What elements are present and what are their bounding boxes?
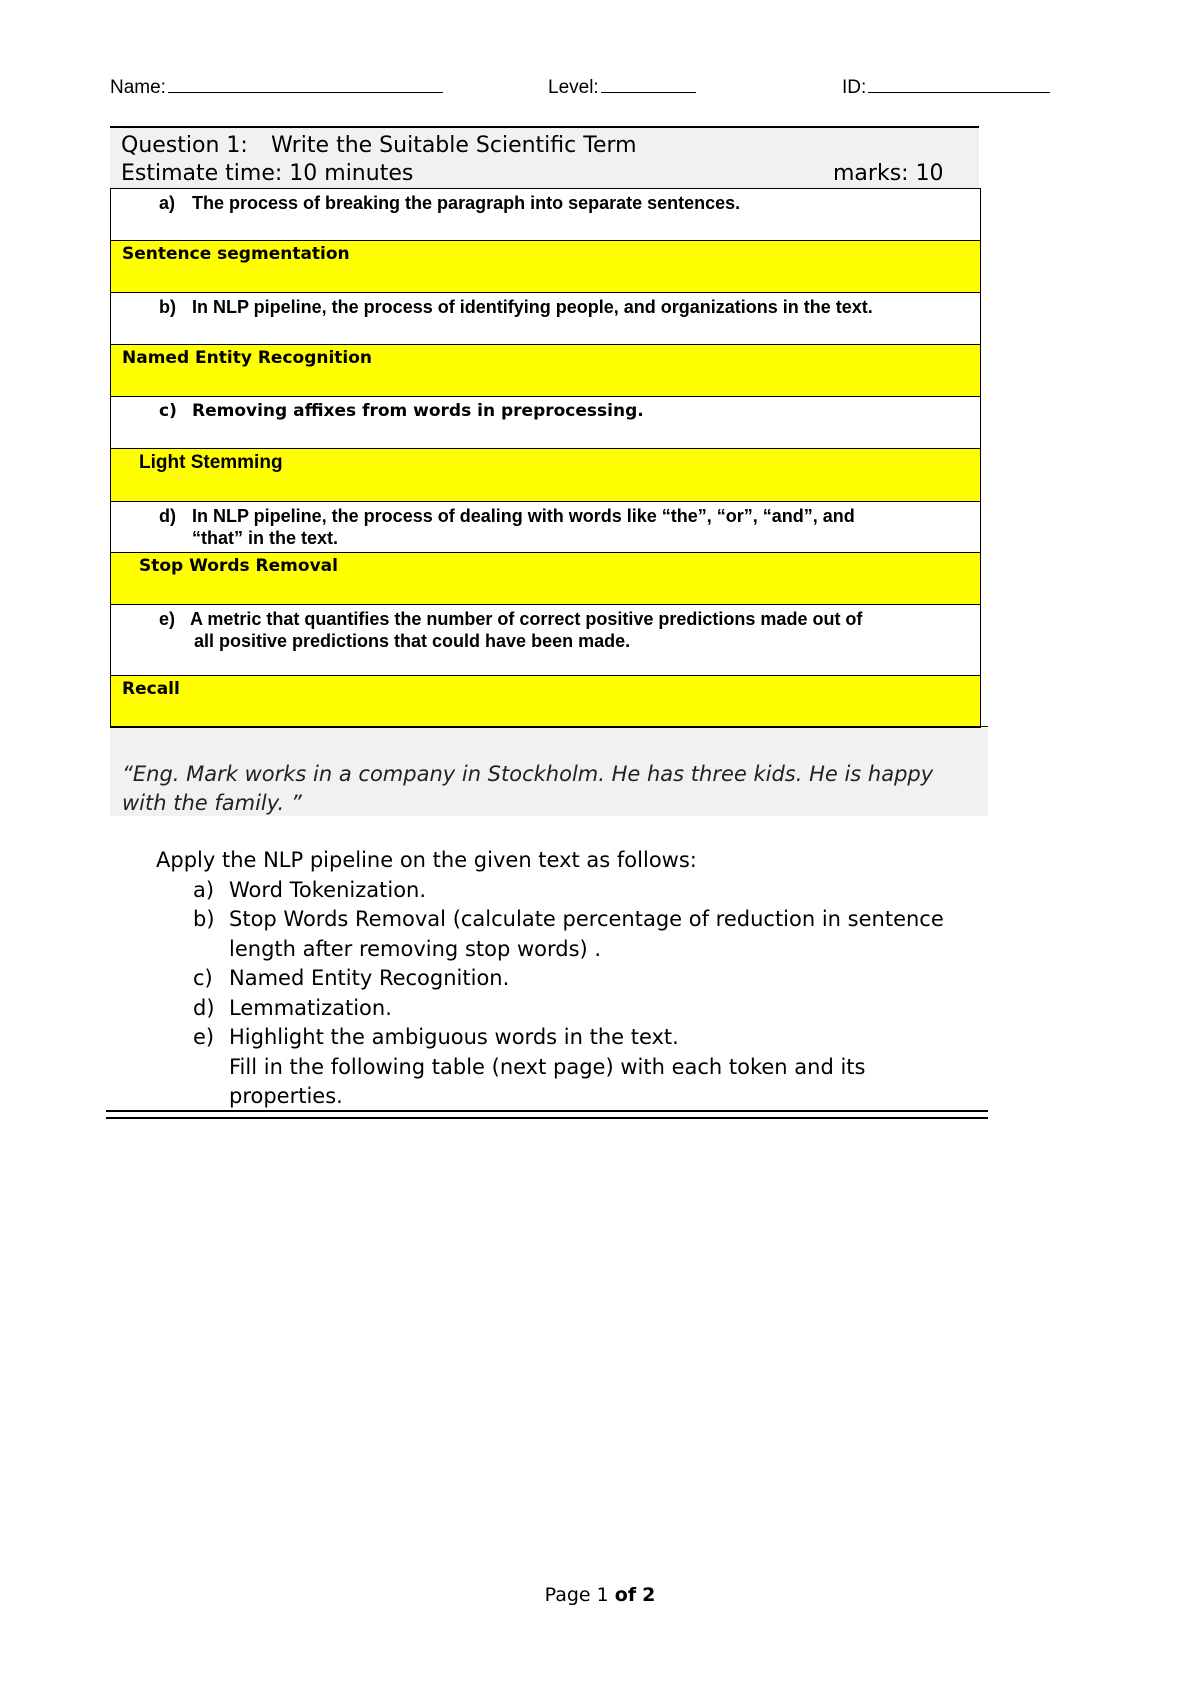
page-footer bbox=[0, 1584, 1200, 1606]
question-text: a) The process of breaking the paragraph into separate sentences. bbox=[159, 193, 741, 213]
instruction-step: b) Stop Words Removal (calculate percentage of reduction in sentence bbox=[193, 907, 944, 931]
marks: marks: 10 bbox=[833, 161, 944, 186]
section-divider bbox=[106, 1110, 988, 1119]
question-title: Write the Suitable Scientific Term bbox=[271, 133, 637, 158]
answer-row-e[interactable] bbox=[111, 676, 980, 728]
question-row-c bbox=[111, 397, 980, 449]
question-row-e bbox=[111, 605, 980, 676]
answer-text: Sentence segmentation bbox=[122, 244, 350, 264]
question-row-b bbox=[111, 293, 980, 345]
answer-row-b[interactable] bbox=[111, 345, 980, 397]
name-field[interactable] bbox=[110, 74, 443, 99]
answer-row-a[interactable] bbox=[111, 241, 980, 293]
table-corner-rule bbox=[978, 726, 988, 727]
question-table bbox=[110, 188, 981, 729]
answer-text: Stop Words Removal bbox=[139, 556, 338, 576]
level-label: Level: bbox=[548, 77, 599, 98]
instructions-intro: Apply the NLP pipeline on the given text as follows: bbox=[156, 848, 697, 872]
question-text: c) Removing affixes from words in preprocessing. bbox=[159, 401, 644, 421]
page-current: 1 bbox=[596, 1584, 609, 1606]
id-field[interactable] bbox=[842, 74, 1050, 99]
answer-text: Light Stemming bbox=[139, 452, 283, 473]
instruction-step: e) Highlight the ambiguous words in the text. bbox=[193, 1025, 679, 1049]
question-header bbox=[110, 126, 979, 190]
question-row-d bbox=[111, 502, 980, 553]
instruction-step: d) Lemmatization. bbox=[193, 995, 392, 1020]
instruction-step: a) Word Tokenization. bbox=[193, 877, 427, 902]
quote-box bbox=[110, 728, 988, 816]
question-text: d) In NLP pipeline, the process of dealing with words like “the”, “or”, “and”, and “that” in the text. bbox=[159, 506, 855, 548]
instructions bbox=[156, 846, 976, 1112]
page-word: Page bbox=[544, 1584, 591, 1606]
estimate-time: Estimate time: 10 minutes bbox=[121, 161, 414, 186]
level-field[interactable] bbox=[548, 74, 696, 99]
id-blank[interactable] bbox=[868, 74, 1050, 93]
question-text: b) In NLP pipeline, the process of identifying people, and organizations in the text. bbox=[159, 297, 873, 317]
instruction-step-continuation: length after removing stop words) . bbox=[229, 936, 602, 961]
name-label: Name: bbox=[110, 77, 166, 98]
answer-row-d[interactable] bbox=[111, 553, 980, 605]
quote-text: “Eng. Mark works in a company in Stockholm. He has three kids. He is happy with the family. ” bbox=[122, 762, 934, 815]
of-word: of bbox=[614, 1584, 637, 1606]
instruction-step: c) Named Entity Recognition. bbox=[193, 966, 510, 990]
name-blank[interactable] bbox=[168, 74, 443, 93]
answer-text: Named Entity Recognition bbox=[122, 348, 373, 368]
answer-row-c[interactable] bbox=[111, 449, 980, 502]
answer-text: Recall bbox=[122, 679, 180, 699]
question-row-a bbox=[111, 189, 980, 241]
id-label: ID: bbox=[842, 77, 867, 98]
instruction-step-continuation: Fill in the following table (next page) with each token and its properties. bbox=[229, 1054, 866, 1108]
level-blank[interactable] bbox=[601, 74, 696, 93]
page-total: 2 bbox=[642, 1584, 656, 1606]
question-text: e) A metric that quantifies the number of correct positive predictions made out of all positive predictions that could have been made. bbox=[159, 609, 863, 651]
question-number: Question 1: bbox=[121, 133, 248, 158]
